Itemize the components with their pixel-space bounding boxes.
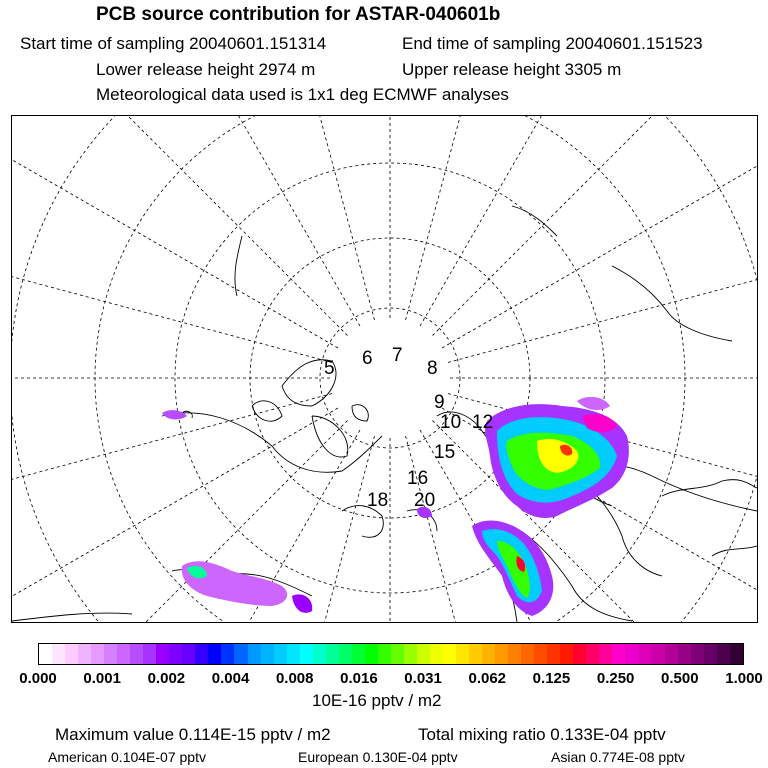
colorbar-segment bbox=[730, 644, 743, 664]
map-grid-label: 12 bbox=[472, 412, 494, 433]
colorbar-segment bbox=[234, 644, 247, 664]
colorbar-segment bbox=[274, 644, 287, 664]
european-contribution: European 0.130E-04 pptv bbox=[298, 749, 458, 765]
lower-release-height: Lower release height 2974 m bbox=[96, 60, 316, 79]
meridian-line bbox=[432, 116, 757, 336]
map-grid-label: 7 bbox=[392, 345, 403, 366]
american-contribution: American 0.104E-07 pptv bbox=[48, 749, 206, 765]
sampling-start-time: Start time of sampling 20040601.151314 bbox=[20, 34, 327, 53]
colorbar-segment bbox=[130, 644, 143, 664]
colorbar-tick-label: 0.001 bbox=[83, 670, 121, 687]
meridian-line bbox=[209, 116, 375, 320]
colorbar-segment bbox=[404, 644, 417, 664]
colorbar-segment bbox=[678, 644, 691, 664]
colorbar-segment bbox=[117, 644, 130, 664]
meridian-line bbox=[12, 197, 332, 363]
colorbar-segment bbox=[182, 644, 195, 664]
colorbar-segment bbox=[482, 644, 495, 664]
meridian-line bbox=[12, 408, 338, 622]
colorbar-segment bbox=[143, 644, 156, 664]
colorbar-segment bbox=[326, 644, 339, 664]
colorbar-segment bbox=[169, 644, 182, 664]
colorbar-segment bbox=[691, 644, 704, 664]
colorbar-segment bbox=[195, 644, 208, 664]
colorbar-segment bbox=[261, 644, 274, 664]
asian-contribution: Asian 0.774E-08 pptv bbox=[551, 749, 685, 765]
colorbar-tick-label: 0.016 bbox=[340, 670, 378, 687]
colorbar-tick-label: 1.000 bbox=[725, 670, 763, 687]
colorbar-segment bbox=[39, 644, 52, 664]
maximum-value: Maximum value 0.114E-15 pptv / m2 bbox=[55, 725, 331, 744]
colorbar-segment bbox=[612, 644, 625, 664]
colorbar-segment bbox=[208, 644, 221, 664]
colorbar-segment bbox=[52, 644, 65, 664]
sampling-end-time: End time of sampling 20040601.151523 bbox=[402, 34, 703, 53]
colorbar-tick-label: 0.008 bbox=[275, 670, 314, 687]
colorbar-segment bbox=[156, 644, 169, 664]
colorbar-segment bbox=[104, 644, 117, 664]
colorbar-segment bbox=[78, 644, 91, 664]
meridian-line bbox=[442, 116, 757, 348]
colorbar-segment bbox=[665, 644, 678, 664]
colorbar-segment bbox=[534, 644, 547, 664]
colorbar-segment bbox=[300, 644, 313, 664]
colorbar-segment bbox=[573, 644, 586, 664]
plume-europe bbox=[485, 397, 629, 518]
colorbar-segment bbox=[651, 644, 664, 664]
map-grid-label: 18 bbox=[367, 490, 389, 511]
upper-release-height: Upper release height 3305 m bbox=[402, 60, 622, 79]
colorbar-segment bbox=[91, 644, 104, 664]
colorbar-tick-label: 0.500 bbox=[661, 670, 699, 687]
meridian-line bbox=[406, 116, 572, 320]
colorbar-tick-label: 0.125 bbox=[532, 670, 571, 687]
map-grid-label: 20 bbox=[414, 490, 436, 511]
colorbar-segment bbox=[365, 644, 378, 664]
colorbar-tick-label: 0.004 bbox=[211, 670, 250, 687]
map-grid-label: 8 bbox=[427, 358, 438, 379]
colorbar-tick-label: 0.031 bbox=[404, 670, 442, 687]
colorbar-segment bbox=[469, 644, 482, 664]
colorbar-segment bbox=[508, 644, 521, 664]
colorbar-tick-label: 0.000 bbox=[19, 670, 57, 687]
map-grid-label: 9 bbox=[434, 392, 445, 413]
meteorological-data-note: Meteorological data used is 1x1 deg ECMWF analyses bbox=[96, 85, 509, 104]
map-grid-label: 15 bbox=[434, 442, 456, 463]
meridian-line bbox=[12, 420, 348, 622]
map-grid-label: 10 bbox=[440, 412, 462, 433]
map-grid-label: 16 bbox=[407, 468, 429, 489]
colorbar-segment bbox=[547, 644, 560, 664]
colorbar-segment bbox=[248, 644, 261, 664]
meridian-line bbox=[12, 116, 338, 348]
colorbar-segment bbox=[495, 644, 508, 664]
meridian-line bbox=[448, 197, 757, 363]
polar-map bbox=[11, 115, 758, 623]
colorbar-segment bbox=[352, 644, 365, 664]
plume-south bbox=[472, 521, 553, 616]
colorbar-tick-label: 0.062 bbox=[468, 670, 507, 687]
colorbar-segment bbox=[339, 644, 352, 664]
colorbar-segment bbox=[586, 644, 599, 664]
colorbar-tick-label: 0.250 bbox=[596, 670, 635, 687]
colorbar-segment bbox=[704, 644, 717, 664]
colorbar bbox=[38, 643, 744, 665]
map-title: PCB source contribution for ASTAR-040601b bbox=[96, 4, 501, 25]
plume-west bbox=[162, 410, 432, 613]
colorbar-segment bbox=[443, 644, 456, 664]
colorbar-segment bbox=[221, 644, 234, 664]
colorbar-segment bbox=[521, 644, 534, 664]
colorbar-segment bbox=[638, 644, 651, 664]
total-mixing-ratio: Total mixing ratio 0.133E-04 pptv bbox=[418, 725, 666, 744]
colorbar-segment bbox=[313, 644, 326, 664]
colorbar-segment bbox=[560, 644, 573, 664]
colorbar-segment bbox=[65, 644, 78, 664]
colorbar-segment bbox=[378, 644, 391, 664]
map-grid-label: 5 bbox=[324, 358, 335, 379]
colorbar-segment bbox=[417, 644, 430, 664]
colorbar-unit: 10E-16 pptv / m2 bbox=[312, 691, 442, 710]
colorbar-segment bbox=[456, 644, 469, 664]
colorbar-segment bbox=[287, 644, 300, 664]
colorbar-segment bbox=[717, 644, 730, 664]
colorbar-segment bbox=[625, 644, 638, 664]
colorbar-segment bbox=[599, 644, 612, 664]
map-grid-label: 6 bbox=[362, 348, 373, 369]
colorbar-segment bbox=[430, 644, 443, 664]
colorbar-tick-label: 0.002 bbox=[147, 670, 186, 687]
colorbar-segment bbox=[391, 644, 404, 664]
meridian-line bbox=[12, 116, 348, 336]
